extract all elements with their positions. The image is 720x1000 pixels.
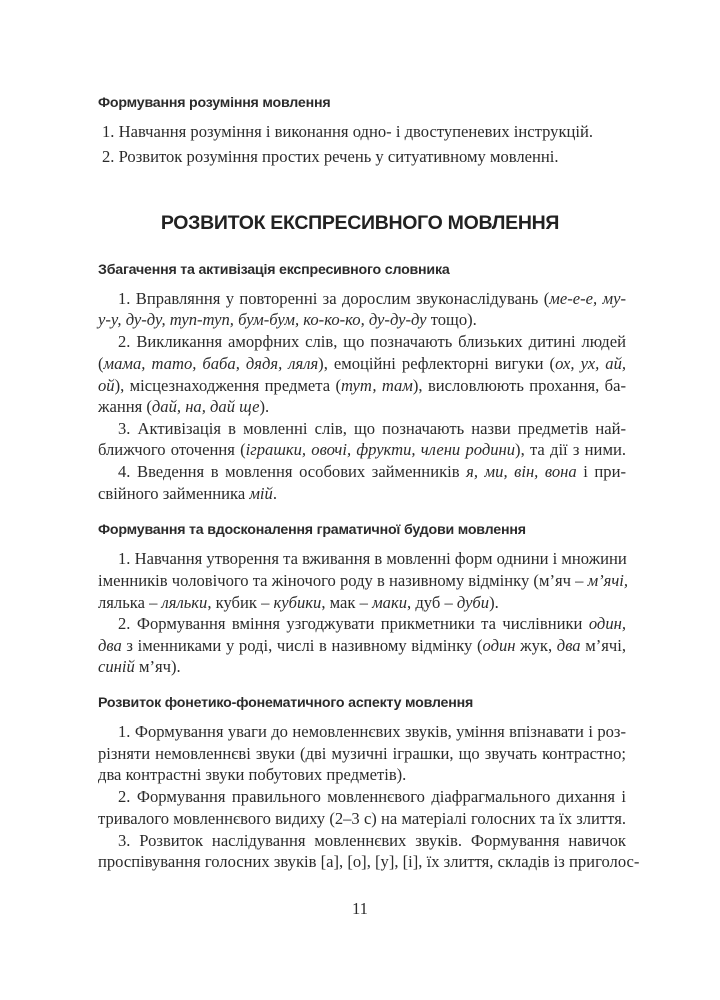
text-line: ой), місцезнаходження предмета (тут, там), висловлюють прохання, ба- bbox=[98, 376, 626, 395]
text-line: 2. Розвиток розуміння простих речень у ситуативному мовленні. bbox=[102, 147, 559, 166]
text-line: 2. Формування вміння узгоджувати прикметники та числівники один, bbox=[118, 614, 626, 633]
text-line: свійного займенника мій. bbox=[98, 484, 277, 503]
text-line: (мама, тато, баба, дядя, ляля), емоційні рефлекторні вигуки (ох, ух, ай, bbox=[98, 354, 627, 373]
section-title: Збагачення та активізація експресивного словника bbox=[98, 262, 450, 278]
text-line: іменників чоловічого та жіночого роду в називному відмінку (м’яч – м’ячі, bbox=[98, 571, 629, 590]
text-line: 2. Формування правильного мовленнєвого діафрагмального дихання і bbox=[118, 787, 626, 806]
text-line: 3. Активізація в мовленні слів, що позначають назви предметів най- bbox=[118, 419, 626, 438]
text-line: 2. Викликання аморфних слів, що позначають близьких дитині людей bbox=[118, 332, 626, 351]
text-line: два з іменниками у роді, числі в називному відмінку (один жук, два м’ячі, bbox=[98, 636, 626, 655]
text-line: 1. Формування уваги до немовленнєвих звуків, уміння впізнавати і роз- bbox=[118, 722, 626, 741]
text-line: 1. Навчання розуміння і виконання одно- і двоступеневих інструкцій. bbox=[102, 122, 594, 141]
chapter-title: РОЗВИТОК ЕКСПРЕСИВНОГО МОВЛЕННЯ bbox=[160, 212, 560, 234]
text-line: різняти немовленнєві звуки (дві музичні іграшки, що звучать контрастно; bbox=[98, 744, 626, 763]
section-title: Розвиток фонетико-фонематичного аспекту мовлення bbox=[98, 695, 474, 711]
text-line: 1. Вправляння у повторенні за дорослим звуконаслідувань (ме-е-е, му- bbox=[118, 289, 626, 308]
text-line: 3. Розвиток наслідування мовленнєвих звуків. Формування навичок bbox=[118, 831, 626, 850]
text-line: лялька – ляльки, кубик – кубики, мак – маки, дуб – дуби). bbox=[98, 593, 499, 612]
section-title: Формування розуміння мовлення bbox=[98, 95, 331, 111]
text-line: проспівування голосних звуків [а], [о], [у], [і], їх злиття, складів із приголос- bbox=[98, 852, 640, 871]
text-line: синій м’яч). bbox=[98, 657, 181, 676]
section-title: Формування та вдосконалення граматичної будови мовлення bbox=[98, 522, 526, 538]
text-line: ближчого оточення (іграшки, овочі, фрукти, члени родини), та дії з ними. bbox=[98, 440, 626, 459]
text-line: тривалого мовленнєвого видиху (2–3 с) на матеріалі голосних та їх злиття. bbox=[98, 809, 626, 828]
text-line: два контрастні звуки побутових предметів). bbox=[98, 765, 407, 784]
text-line: 4. Введення в мовлення особових займенників я, ми, він, вона і при- bbox=[118, 462, 626, 481]
text-line: 1. Навчання утворення та вживання в мовленні форм однини і множини bbox=[118, 549, 627, 568]
page-number: 11 bbox=[352, 899, 368, 918]
text-line: у-у, ду-ду, туп-туп, бум-бум, ко-ко-ко, ду-ду-ду тощо). bbox=[98, 310, 477, 329]
text-line: жання (дай, на, дай ще). bbox=[98, 397, 270, 416]
